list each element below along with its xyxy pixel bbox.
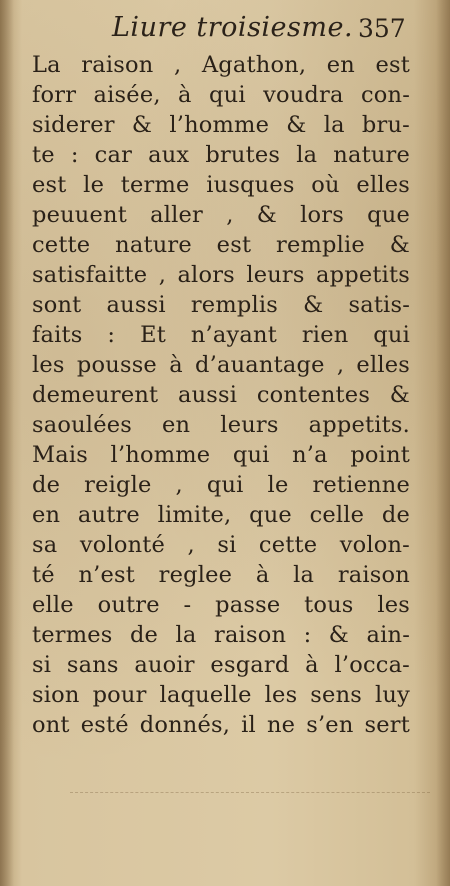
text-line: les pousse à d’auantage , elles — [32, 352, 410, 378]
text-line: forr aisée, à qui voudra con- — [32, 82, 410, 108]
text-line: saoulées en leurs appetits. — [32, 412, 410, 438]
text-line: sont aussi remplis & satis- — [32, 292, 410, 318]
text-line: termes de la raison : & ain- — [32, 622, 410, 648]
page-number: 357 — [358, 14, 406, 43]
text-line: siderer & l’homme & la bru- — [32, 112, 410, 138]
body-text — [32, 50, 410, 740]
text-line: faits : Et n’ayant rien qui — [32, 322, 410, 348]
text-line: satisfaitte , alors leurs appetits — [32, 262, 410, 288]
text-line: en autre limite, que celle de — [32, 502, 410, 528]
text-line: demeurent aussi contentes & — [32, 382, 410, 408]
show-through-rule — [70, 792, 430, 793]
text-line: sa volonté , si cette volon- — [32, 532, 410, 558]
text-line: te : car aux brutes la nature — [32, 142, 410, 168]
text-line: de reigle , qui le retienne — [32, 472, 410, 498]
text-line: peuuent aller , & lors que — [32, 202, 410, 228]
running-head — [0, 8, 450, 44]
text-line: Mais l’homme qui n’a point — [32, 442, 410, 468]
text-line: si sans auoir esgard à l’occa- — [32, 652, 410, 678]
text-line: elle outre - passe tous les — [32, 592, 410, 618]
running-head-title: Liure troisiesme. — [112, 12, 354, 43]
right-page-shadow — [436, 0, 450, 886]
left-page-shadow — [0, 0, 14, 886]
text-line: ont esté donnés, il ne s’en sert — [32, 712, 410, 738]
text-line: La raison , Agathon, en est — [32, 52, 410, 78]
text-line: té n’est reglee à la raison — [32, 562, 410, 588]
text-line: est le terme iusques où elles — [32, 172, 410, 198]
text-line: sion pour laquelle les sens luy — [32, 682, 410, 708]
page-bottom-margin — [30, 782, 420, 886]
text-line: cette nature est remplie & — [32, 232, 410, 258]
